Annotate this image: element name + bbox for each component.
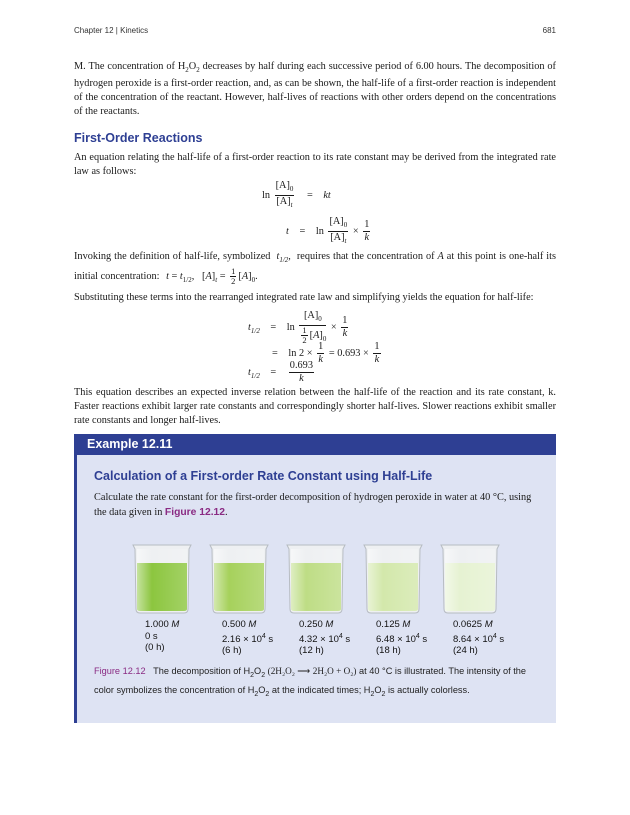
example-question: Calculate the rate constant for the first-order decomposition of hydrogen peroxide in water at 40 °C, using the data given in Figure 12.12. xyxy=(94,492,532,518)
time-seconds: $4.32 \times 10^4$ s xyxy=(299,632,351,645)
time-hours: (18 h) xyxy=(376,645,401,657)
beaker-label xyxy=(299,619,350,657)
time-hours: (6 h) xyxy=(222,645,242,657)
paragraph-half-life-definition: Invoking the definition of half-life, symbolized $t_{1/2}$, requires that the concentration of A at this point is one-half its initial concentration: $t = t_{1/2}$, $[A]_t$ = $\frac{1}{2}$ $[A]_0$. xyxy=(74,251,557,287)
beaker-label xyxy=(376,619,427,657)
equation-time: t = ln $\frac{[A]_0}{[A]_t}$ × $\frac{1}{k}$ xyxy=(286,216,370,246)
equation-integrated-rate-law: ln $\frac{[A]_0}{[A]_t}$ = kt xyxy=(262,180,331,210)
time-hours: (24 h) xyxy=(453,645,478,657)
example-header-bar xyxy=(74,434,556,455)
time-hours: (0 h) xyxy=(145,642,165,653)
beaker-label xyxy=(222,619,273,657)
figure-caption: Figure 12.12 The decomposition of $H_2O_2$ (2H₂O₂ ⟶ 2H₂O + O₂) at 40 °C is illustrated. The intensity of the color symbolizes the concentration of $H_2O_2$ at the indicated times; $H_2O_2$ is actually colorless. xyxy=(94,666,526,698)
figure-link[interactable]: Figure 12.12 xyxy=(164,507,226,518)
equation-half-life-final: $t_{1/2}$ = $\frac{0.693}{k}$ xyxy=(248,360,313,384)
concentration: 0.125 M xyxy=(376,619,411,630)
beaker-label xyxy=(453,619,504,657)
beaker xyxy=(439,543,501,620)
time-hours: (12 h) xyxy=(299,645,324,657)
paragraph-derivation: An equation relating the half-life of a first-order reaction to its rate constant may be derived from the integrated rate law as follows: xyxy=(74,152,556,177)
example-label: Example 12.11 xyxy=(87,437,173,451)
concentration: 1.000 M xyxy=(145,619,180,630)
time-seconds: $2.16 \times 10^4$ s xyxy=(222,632,274,645)
beaker-label xyxy=(145,619,179,654)
page-number: 681 xyxy=(542,26,556,35)
concentration: 0.500 M xyxy=(222,619,257,630)
beaker xyxy=(131,543,193,620)
concentration: 0.0625 M xyxy=(453,619,493,630)
equation-half-life-step2: = ln 2 × $\frac{1}{k}$ = 0.693 × $\frac{1}{k}$ xyxy=(272,341,380,365)
beaker xyxy=(208,543,270,620)
time-seconds: 0 s xyxy=(145,630,158,642)
chapter-header: Chapter 12 | Kinetics xyxy=(74,26,149,35)
time-seconds: $6.48 \times 10^4$ s xyxy=(376,632,428,645)
equation-half-life-step1: $t_{1/2} = \ln$ $[A]_0$ $\frac{1}{2}$ $[A]_0$ × $\frac{1}{k}$ xyxy=(248,310,348,346)
beaker xyxy=(362,543,424,620)
paragraph-inverse-relation: This equation describes an expected inverse relation between the half-life of the reaction and its rate constant, k. Faster reactions exhibit larger rate constants and correspondingly shorter half-lives. Slower reactions exhibit smaller rate constants and longer half-lives. xyxy=(74,387,556,426)
paragraph-substituting: Substituting these terms into the rearranged integrated rate law and simplifying yields the equation for half-life: xyxy=(74,292,534,303)
beaker xyxy=(285,543,347,620)
concentration: 0.250 M xyxy=(299,619,334,630)
example-title: Calculation of a First-order Rate Constant using Half-Life xyxy=(94,469,433,483)
section-title: First-Order Reactions xyxy=(74,131,203,145)
intro-paragraph: M. The concentration of $H_2O_2$ decreases by half during each successive period of 6.00 hours. The decomposition of hydrogen peroxide is a first-order reaction, and, as can be shown, the half-life of a first-order reaction is independent of the concentration of the reactant. However, half-lives of reactions with other orders depend on the concentrations of the reactants. xyxy=(74,61,556,118)
time-seconds: $8.64 \times 10^4$ s xyxy=(453,632,505,645)
